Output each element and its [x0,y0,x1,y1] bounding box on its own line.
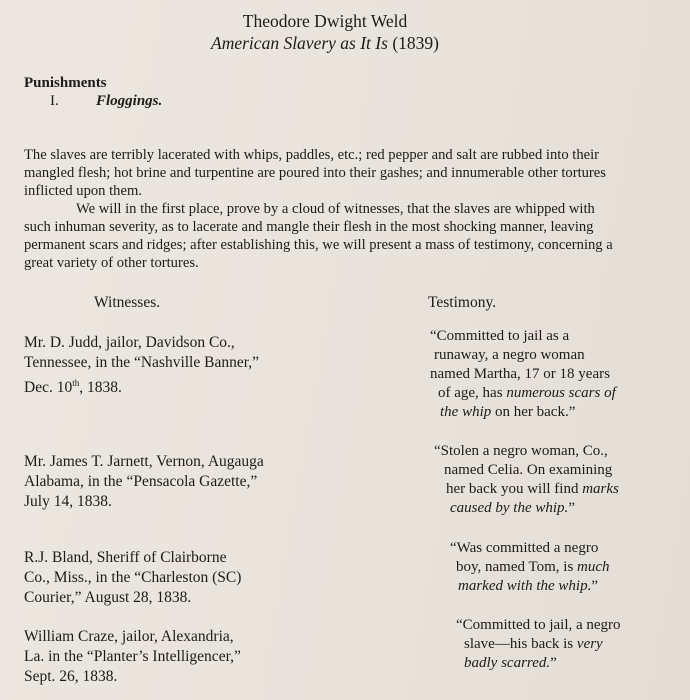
testimony-text: slave—his back is [464,636,577,652]
testimony-emphasis: marked with the whip. [458,578,592,594]
testimony-line: named Celia. On examining [444,462,613,478]
testimony-text: boy, named Tom, is [456,559,578,575]
intro-paragraph-2: We will in the first place, prove by a cloud of witnesses, that the slaves are whipped with such inhuman severity, as to lacerate and mangle their flesh in the most shocking manner, leaving permanent scars and ridges; after establishing this, we will present a mass of testimony, concerning a great variety of other tortures. [24,201,613,271]
testimony-emphasis: marks [582,481,619,497]
testimony-text: ” [591,578,598,594]
book-title: American Slavery as It Is [211,33,388,53]
author-name: Theodore Dwight Weld [242,11,408,31]
document-header [0,10,650,54]
witness-line: July 14, 1838. [24,493,112,510]
testimony-line [450,635,621,654]
testimony-line [434,480,619,499]
testimony-emphasis: the whip [440,404,492,420]
witness-line: La. in the “Planter’s Intelligencer,” [24,648,241,665]
testimony-line [446,558,610,577]
witness-date-text: Dec. 10 [24,379,73,397]
testimony-entry [422,327,616,422]
testimony-line [422,403,616,422]
testimony-emphasis: much [577,559,610,575]
testimony-text: of age, has [438,385,507,401]
witness-line: Mr. D. Judd, jailor, Davidson Co., [24,334,235,351]
section-heading-block [24,74,162,110]
intro-paragraph-1: The slaves are terribly lacerated with whips, paddles, etc.; red pepper and salt are rubbed into their mangled flesh; hot brine and turpentine are poured into their gashes; and innumerable other tortures inflicted upon them. [24,147,606,199]
testimony-line: “Stolen a negro woman, Co., [434,443,608,459]
witness-line: Co., Miss., in the “Charleston (SC) [24,569,242,586]
testimony-text: ” [550,655,557,671]
testimony-line [450,654,621,673]
testimony-entry [450,616,621,673]
witness-entry [24,548,324,608]
witness-line [24,373,324,398]
witness-line: Courier,” August 28, 1838. [24,589,192,606]
testimony-entry [446,539,610,596]
testimony-line [434,499,619,518]
intro-text [24,146,624,272]
testimony-line: “Committed to jail as a [430,328,570,344]
witness-entry [24,627,324,687]
witness-line: Alabama, in the “Pensacola Gazette,” [24,473,258,490]
testimony-emphasis: caused by the whip. [450,500,569,516]
testimony-line [446,577,610,596]
testimony-emphasis: numerous scars of [506,385,616,401]
testimony-emphasis: badly scarred. [464,655,551,671]
witness-line: William Craze, jailor, Alexandria, [24,628,234,645]
ordinal-suffix: th [72,378,80,388]
witness-line: Mr. James T. Jarnett, Vernon, Augauga [24,453,264,470]
publication-year: (1839) [392,33,439,53]
witness-year-text: , 1838. [79,379,122,397]
witness-line: R.J. Bland, Sheriff of Clairborne [24,549,227,566]
testimony-line: “Committed to jail, a negro [456,617,621,633]
testimony-entry [434,442,619,518]
section-heading: Punishments [24,75,107,91]
testimony-text: ” [568,500,575,516]
witness-line: Sept. 26, 1838. [24,668,118,685]
testimony-column-label: Testimony. [428,294,497,311]
testimony-text: on her back.” [491,404,576,420]
testimony-line: “Was committed a negro [450,540,599,556]
testimony-text: her back you will find [446,481,583,497]
testimony-line: named Martha, 17 or 18 years [430,366,610,382]
subsection-title: Floggings. [96,93,163,109]
witness-line: Tennessee, in the “Nashville Banner,” [24,354,260,371]
book-title-line [0,32,650,54]
witnesses-column-label: Witnesses. [94,294,161,311]
witness-entry [24,333,324,398]
testimony-emphasis: very [576,636,603,652]
testimony-line [422,384,616,403]
witness-entry [24,452,344,512]
subsection-numeral: I. [50,93,59,109]
testimony-line: runaway, a negro woman [434,347,585,363]
subsection-heading [50,92,162,110]
